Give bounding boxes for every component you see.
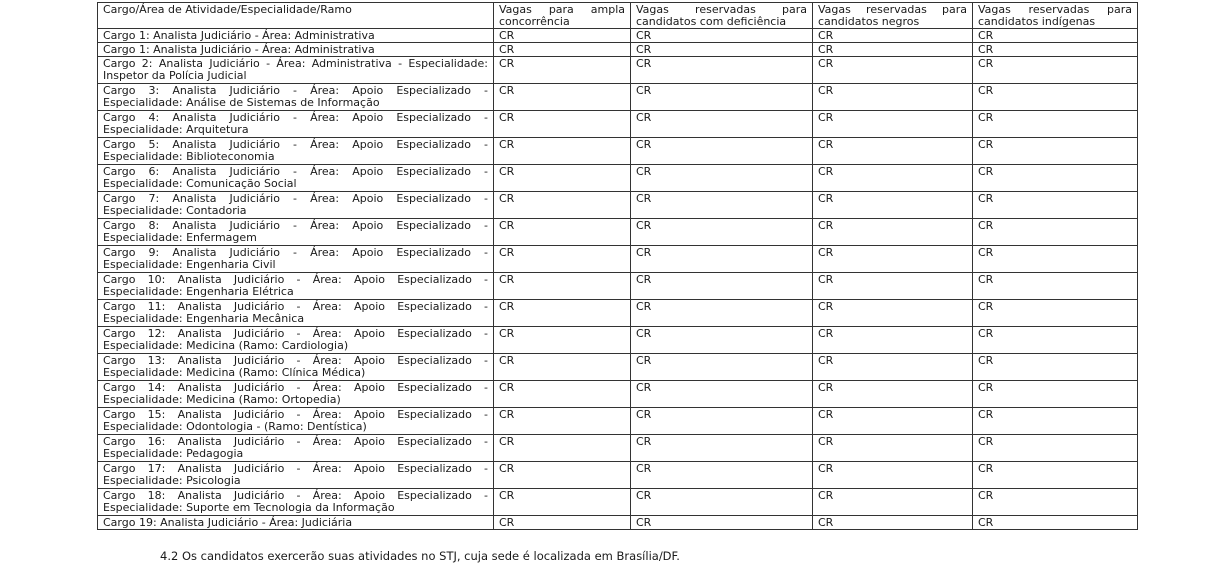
ampla-cell: CR [494,408,631,435]
table-row [98,84,1138,111]
cargo-cell: Cargo 5: Analista Judiciário - Área: Apoio Especializado - Especialidade: Biblioteconomia [98,138,494,165]
deficiencia-cell: CR [631,381,813,408]
indigenas-cell: CR [973,29,1138,43]
deficiencia-cell: CR [631,516,813,530]
deficiencia-cell: CR [631,246,813,273]
indigenas-cell: CR [973,192,1138,219]
vacancy-table [97,2,1138,530]
cargo-cell: Cargo 16: Analista Judiciário - Área: Apoio Especializado - Especialidade: Pedagogia [98,435,494,462]
deficiencia-cell: CR [631,57,813,84]
negros-cell: CR [813,273,973,300]
cargo-cell: Cargo 4: Analista Judiciário - Área: Apoio Especializado - Especialidade: Arquitetura [98,111,494,138]
table-row [98,516,1138,530]
deficiencia-cell: CR [631,408,813,435]
ampla-cell: CR [494,84,631,111]
table-row [98,111,1138,138]
table-row [98,43,1138,57]
ampla-cell: CR [494,327,631,354]
negros-cell: CR [813,354,973,381]
table-row [98,462,1138,489]
cargo-cell: Cargo 8: Analista Judiciário - Área: Apoio Especializado - Especialidade: Enfermagem [98,219,494,246]
ampla-cell: CR [494,354,631,381]
table-row [98,300,1138,327]
ampla-cell: CR [494,57,631,84]
indigenas-cell: CR [973,489,1138,516]
negros-cell: CR [813,462,973,489]
cargo-cell: Cargo 10: Analista Judiciário - Área: Apoio Especializado - Especialidade: Engenharia Elétrica [98,273,494,300]
deficiencia-cell: CR [631,29,813,43]
indigenas-cell: CR [973,111,1138,138]
indigenas-cell: CR [973,84,1138,111]
deficiencia-cell: CR [631,219,813,246]
header-deficiencia: Vagas reservadas para candidatos com deficiência [631,3,813,29]
deficiencia-cell: CR [631,43,813,57]
deficiencia-cell: CR [631,192,813,219]
negros-cell: CR [813,300,973,327]
cargo-cell: Cargo 14: Analista Judiciário - Área: Apoio Especializado - Especialidade: Medicina (Ramo: Ortopedia) [98,381,494,408]
indigenas-cell: CR [973,354,1138,381]
negros-cell: CR [813,435,973,462]
deficiencia-cell: CR [631,489,813,516]
negros-cell: CR [813,516,973,530]
header-cargo: Cargo/Área de Atividade/Especialidade/Ramo [98,3,494,29]
negros-cell: CR [813,138,973,165]
indigenas-cell: CR [973,138,1138,165]
table-row [98,354,1138,381]
cargo-cell: Cargo 9: Analista Judiciário - Área: Apoio Especializado - Especialidade: Engenharia Civil [98,246,494,273]
cargo-cell: Cargo 19: Analista Judiciário - Área: Judiciária [98,516,494,530]
deficiencia-cell: CR [631,327,813,354]
negros-cell: CR [813,381,973,408]
indigenas-cell: CR [973,408,1138,435]
ampla-cell: CR [494,165,631,192]
ampla-cell: CR [494,29,631,43]
ampla-cell: CR [494,138,631,165]
indigenas-cell: CR [973,246,1138,273]
indigenas-cell: CR [973,381,1138,408]
ampla-cell: CR [494,273,631,300]
deficiencia-cell: CR [631,354,813,381]
indigenas-cell: CR [973,57,1138,84]
table-row [98,489,1138,516]
negros-cell: CR [813,489,973,516]
cargo-cell: Cargo 17: Analista Judiciário - Área: Apoio Especializado - Especialidade: Psicologia [98,462,494,489]
table-row [98,273,1138,300]
cargo-cell: Cargo 12: Analista Judiciário - Área: Apoio Especializado - Especialidade: Medicina (Ramo: Cardiologia) [98,327,494,354]
cargo-cell: Cargo 2: Analista Judiciário - Área: Administrativa - Especialidade: Inspetor da Polícia Judicial [98,57,494,84]
vacancy-table-container [97,2,1137,530]
negros-cell: CR [813,408,973,435]
indigenas-cell: CR [973,43,1138,57]
ampla-cell: CR [494,43,631,57]
ampla-cell: CR [494,489,631,516]
cargo-cell: Cargo 3: Analista Judiciário - Área: Apoio Especializado - Especialidade: Análise de Sistemas de Informação [98,84,494,111]
negros-cell: CR [813,165,973,192]
negros-cell: CR [813,327,973,354]
indigenas-cell: CR [973,462,1138,489]
ampla-cell: CR [494,111,631,138]
deficiencia-cell: CR [631,435,813,462]
table-row [98,246,1138,273]
cargo-cell: Cargo 1: Analista Judiciário - Área: Administrativa [98,43,494,57]
table-row [98,381,1138,408]
cargo-cell: Cargo 15: Analista Judiciário - Área: Apoio Especializado - Especialidade: Odontologia - (Ramo: Dentística) [98,408,494,435]
ampla-cell: CR [494,219,631,246]
negros-cell: CR [813,192,973,219]
indigenas-cell: CR [973,219,1138,246]
header-negros: Vagas reservadas para candidatos negros [813,3,973,29]
cargo-cell: Cargo 18: Analista Judiciário - Área: Apoio Especializado - Especialidade: Suporte em Tecnologia da Informação [98,489,494,516]
ampla-cell: CR [494,435,631,462]
indigenas-cell: CR [973,516,1138,530]
negros-cell: CR [813,84,973,111]
cargo-cell: Cargo 1: Analista Judiciário - Área: Administrativa [98,29,494,43]
table-row [98,165,1138,192]
ampla-cell: CR [494,462,631,489]
deficiencia-cell: CR [631,165,813,192]
cargo-cell: Cargo 7: Analista Judiciário - Área: Apoio Especializado - Especialidade: Contadoria [98,192,494,219]
header-indigenas: Vagas reservadas para candidatos indígenas [973,3,1138,29]
cargo-cell: Cargo 13: Analista Judiciário - Área: Apoio Especializado - Especialidade: Medicina (Ramo: Clínica Médica) [98,354,494,381]
deficiencia-cell: CR [631,462,813,489]
table-row [98,408,1138,435]
ampla-cell: CR [494,192,631,219]
cargo-cell: Cargo 6: Analista Judiciário - Área: Apoio Especializado - Especialidade: Comunicação Social [98,165,494,192]
deficiencia-cell: CR [631,300,813,327]
indigenas-cell: CR [973,435,1138,462]
table-row [98,219,1138,246]
table-row [98,435,1138,462]
table-row [98,29,1138,43]
indigenas-cell: CR [973,327,1138,354]
section-note: 4.2 Os candidatos exercerão suas atividades no STJ, cuja sede é localizada em Brasília/DF. [160,549,680,563]
ampla-cell: CR [494,246,631,273]
table-body [98,29,1138,530]
ampla-cell: CR [494,300,631,327]
deficiencia-cell: CR [631,84,813,111]
negros-cell: CR [813,43,973,57]
negros-cell: CR [813,29,973,43]
negros-cell: CR [813,219,973,246]
deficiencia-cell: CR [631,273,813,300]
negros-cell: CR [813,57,973,84]
ampla-cell: CR [494,516,631,530]
negros-cell: CR [813,246,973,273]
table-row [98,57,1138,84]
negros-cell: CR [813,111,973,138]
deficiencia-cell: CR [631,138,813,165]
table-header-row [98,3,1138,29]
indigenas-cell: CR [973,165,1138,192]
table-row [98,138,1138,165]
deficiencia-cell: CR [631,111,813,138]
header-ampla-concorrencia: Vagas para ampla concorrência [494,3,631,29]
ampla-cell: CR [494,381,631,408]
table-row [98,327,1138,354]
table-row [98,192,1138,219]
indigenas-cell: CR [973,300,1138,327]
cargo-cell: Cargo 11: Analista Judiciário - Área: Apoio Especializado - Especialidade: Engenharia Mecânica [98,300,494,327]
indigenas-cell: CR [973,273,1138,300]
